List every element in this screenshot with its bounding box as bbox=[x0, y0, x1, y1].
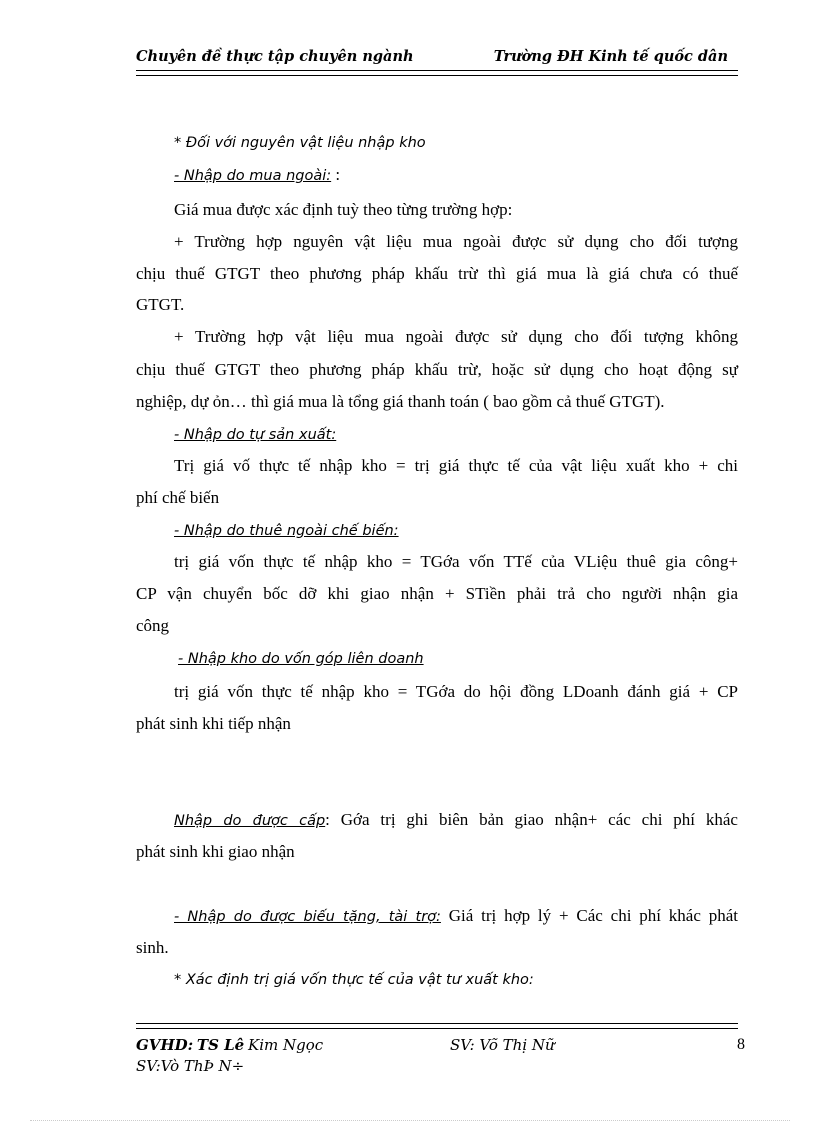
paragraph-line: Giá mua được xác định tuỳ theo từng trường hợp: bbox=[174, 200, 513, 219]
footer-rule-top bbox=[136, 1023, 738, 1024]
footer-supervisor bbox=[136, 1036, 323, 1055]
paragraph-line: trị giá vốn thực tế nhập kho = TGớa do hội đồng LDoanh đánh giá + CP bbox=[174, 682, 738, 701]
subheading-purchase-text: - Nhập do mua ngoài: bbox=[174, 168, 332, 184]
subheading-self-produced-text: - Nhập do tự sản xuất: bbox=[174, 427, 337, 443]
paragraph-line: + Trường hợp nguyên vật liệu mua ngoài được sử dụng cho đối tượng bbox=[174, 232, 738, 251]
subheading-outsourced bbox=[136, 518, 738, 542]
header-rule-bottom bbox=[136, 75, 738, 76]
paragraph-line: chịu thuế GTGT theo phương pháp khấu trừ, hoặc sử dụng cho hoạt động sự bbox=[136, 360, 738, 379]
footer-gvhd-label: GVHD: bbox=[136, 1036, 194, 1054]
subheading-donated-text: - Nhập do được biếu tặng, tài trợ: bbox=[174, 909, 441, 925]
subheading-purchase bbox=[136, 163, 738, 187]
subheading-outsourced-text: - Nhập do thuê ngoài chế biến: bbox=[174, 523, 399, 539]
section-heading-export: * Xác định trị giá vốn thực tế của vật tư xuất kho: bbox=[174, 972, 534, 988]
paragraph-line: nghiệp, dự ỏn… thì giá mua là tổng giá thanh toán ( bao gồm cả thuế GTGT). bbox=[136, 392, 665, 411]
paragraph-line-donated bbox=[136, 904, 738, 928]
footer-gvhd-name: Kim Ngọc bbox=[247, 1036, 324, 1054]
footer-gvhd-title: TS Lê bbox=[196, 1036, 245, 1054]
footer-student-garbled: SV:Vò ThÞ N÷ bbox=[136, 1057, 245, 1075]
subheading-joint-venture-text: - Nhập kho do vốn góp liên doanh bbox=[178, 651, 424, 667]
subheading-purchase-colon: : bbox=[331, 165, 341, 184]
paragraph-line: + Trường hợp vật liệu mua ngoài được sử dụng cho đối tượng không bbox=[174, 327, 738, 346]
paragraph-line: phát sinh khi giao nhận bbox=[136, 842, 295, 861]
paragraph-line: trị giá vốn thực tế nhập kho = TGớa vốn TTế của VLiệu thuê gia công+ bbox=[174, 552, 738, 571]
header-left-title: Chuyên đề thực tập chuyên ngành bbox=[136, 48, 414, 65]
paragraph-line: công bbox=[136, 616, 170, 635]
paragraph-line: CP vận chuyển bốc dỡ khi giao nhận + STiền phải trả cho người nhận gia bbox=[136, 584, 738, 603]
donated-formula: Giá trị hợp lý + Các chi phí khác phát bbox=[440, 906, 738, 925]
granted-formula: : Gớa trị ghi biên bản giao nhận+ các chi phí khác bbox=[325, 810, 738, 829]
page-edge-dots bbox=[30, 1120, 790, 1121]
header-right-title: Trường ĐH Kinh tế quốc dân bbox=[493, 48, 728, 65]
header-rule-top bbox=[136, 70, 738, 71]
footer-rule-bottom bbox=[136, 1028, 738, 1029]
paragraph-line: Trị giá vố thực tế nhập kho = trị giá thực tế của vật liệu xuất kho + chi bbox=[174, 456, 738, 475]
subheading-granted-text: Nhập do được cấp bbox=[174, 813, 326, 829]
page-number: 8 bbox=[737, 1036, 745, 1053]
paragraph-line-granted bbox=[136, 808, 738, 832]
paragraph-line: GTGT. bbox=[136, 295, 185, 314]
subheading-self-produced bbox=[136, 422, 738, 446]
page-header bbox=[136, 48, 738, 70]
section-heading-import: * Đối với nguyên vật liệu nhập kho bbox=[174, 135, 426, 151]
subheading-joint-venture bbox=[136, 646, 738, 670]
paragraph-line: chịu thuế GTGT theo phương pháp khấu trừ thì giá mua là giá chưa có thuế bbox=[136, 264, 738, 283]
paragraph-line: phát sinh khi tiếp nhận bbox=[136, 714, 291, 733]
paragraph-line: sinh. bbox=[136, 938, 169, 957]
paragraph-line: phí chế biến bbox=[136, 488, 220, 507]
footer-student: SV: Võ Thị Nữ bbox=[450, 1036, 555, 1054]
